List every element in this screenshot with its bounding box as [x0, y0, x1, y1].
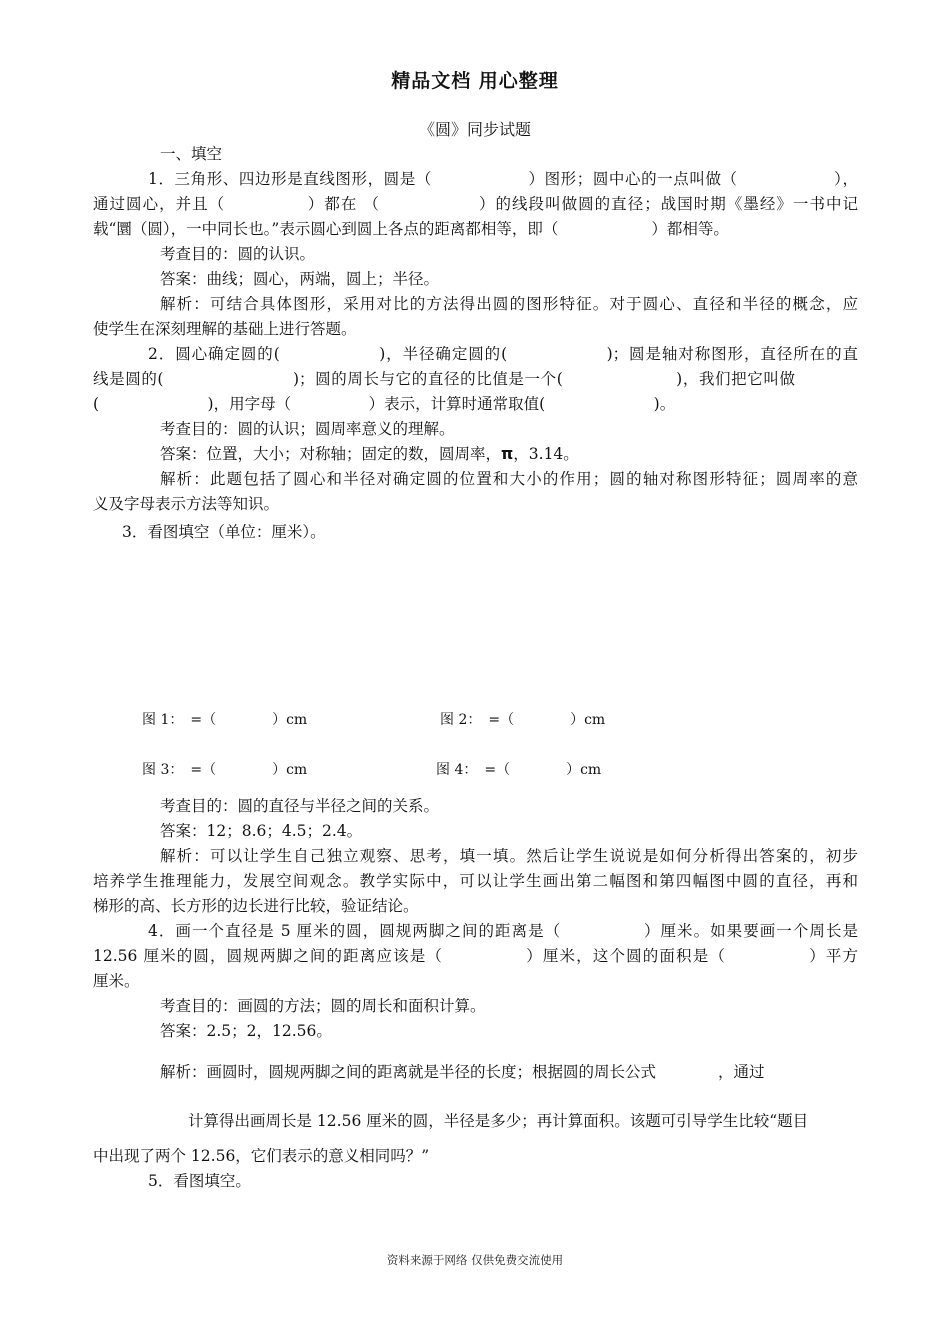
- q3-analysis-2: 培养学生推理能力，发展空间观念。教学实际中，可以让学生画出第二幅图和第四幅图中圆的直径，再和: [93, 872, 858, 890]
- q1-line-1: 1．三角形、四边形是直线图形，圆是（ ）图形；圆中心的一点叫做（ ），: [148, 170, 858, 188]
- figure-4-blank: 图 4： =（ ）cm: [436, 762, 602, 778]
- q4-analysis-2: 计算得出画周长是 12.56 厘米的圆，半径是多少；再计算面积。该题可引导学生比较“题目: [188, 1112, 809, 1130]
- q1-line-3: 载“圜（圆），一中同长也。”表示圆心到圆上各点的距离都相等，即（ ）都相等。: [93, 220, 729, 238]
- q3-line-1: 3．看图填空（单位：厘米）。: [122, 523, 326, 541]
- q4-line-3: 厘米。: [93, 972, 140, 990]
- page-header: 精品文档 用心整理: [391, 70, 559, 92]
- q4-objective: 考查目的：画圆的方法；圆的周长和面积计算。: [160, 997, 486, 1015]
- pi-symbol: π: [501, 445, 514, 463]
- document-title: 《圆》同步试题: [418, 120, 531, 139]
- q4-analysis-1: 解析：画圆时，圆规两脚之间的距离就是半径的长度；根据圆的周长公式 ，通过: [160, 1063, 765, 1081]
- q2-line-3: ( )，用字母（ ）表示，计算时通常取值( )。: [93, 395, 676, 413]
- q4-line-2: 12.56 厘米的圆，圆规两脚之间的距离应该是（ ）厘米，这个圆的面积是（ ）平方: [93, 947, 858, 965]
- q1-objective: 考查目的：圆的认识。: [160, 245, 316, 263]
- q3-objective: 考查目的：圆的直径与半径之间的关系。: [160, 797, 440, 815]
- q3-analysis-3: 梯形的高、长方形的边长进行比较，验证结论。: [93, 897, 419, 915]
- q2-analysis-1: 解析：此题包括了圆心和半径对确定圆的位置和大小的作用；圆的轴对称图形特征；圆周率的意: [160, 470, 858, 488]
- q1-answer: 答案：曲线；圆心，两端，圆上；半径。: [160, 270, 440, 288]
- q2-analysis-2: 义及字母表示方法等知识。: [93, 495, 280, 513]
- page-footer: 资料来源于网络 仅供免费交流使用: [386, 1253, 564, 1267]
- q4-line-1: 4．画一个直径是 5 厘米的圆，圆规两脚之间的距离是（ ）厘米。如果要画一个周长是: [148, 922, 858, 940]
- q3-analysis-1: 解析：可以让学生自己独立观察、思考，填一填。然后让学生说说是如何分析得出答案的，初步: [160, 847, 858, 865]
- q2-answer-tail: ，3.14。: [513, 445, 579, 463]
- q2-line-2: 线是圆的( )；圆的周长与它的直径的比值是一个( )，我们把它叫做: [93, 370, 795, 388]
- q2-objective: 考查目的：圆的认识；圆周率意义的理解。: [160, 420, 455, 438]
- q1-analysis-2: 使学生在深刻理解的基础上进行答题。: [93, 320, 357, 338]
- q4-analysis-3: 中出现了两个 12.56，它们表示的意义相同吗？”: [93, 1147, 430, 1165]
- q1-line-2: 通过圆心，并且（ ）都在 （ ）的线段叫做圆的直径；战国时期《墨经》一书中记: [93, 195, 858, 213]
- q5-line-1: 5．看图填空。: [148, 1172, 251, 1190]
- section-heading: 一、填空: [160, 145, 223, 163]
- figure-1-blank: 图 1： =（ ）cm: [142, 712, 308, 728]
- q2-line-1: 2．圆心确定圆的( )，半径确定圆的( )；圆是轴对称图形，直径所在的直: [148, 345, 858, 363]
- q1-analysis-1: 解析：可结合具体图形，采用对比的方法得出圆的图形特征。对于圆心、直径和半径的概念，应: [160, 295, 858, 313]
- q3-answer: 答案：12；8.6；4.5；2.4。: [160, 822, 363, 840]
- figure-2-blank: 图 2： =（ ）cm: [440, 712, 606, 728]
- q2-answer-text: 答案：位置，大小；对称轴；固定的数，圆周率，: [160, 445, 502, 463]
- q2-answer: [160, 443, 579, 465]
- figure-3-blank: 图 3： =（ ）cm: [142, 762, 308, 778]
- q4-answer: 答案：2.5；2，12.56。: [160, 1022, 332, 1040]
